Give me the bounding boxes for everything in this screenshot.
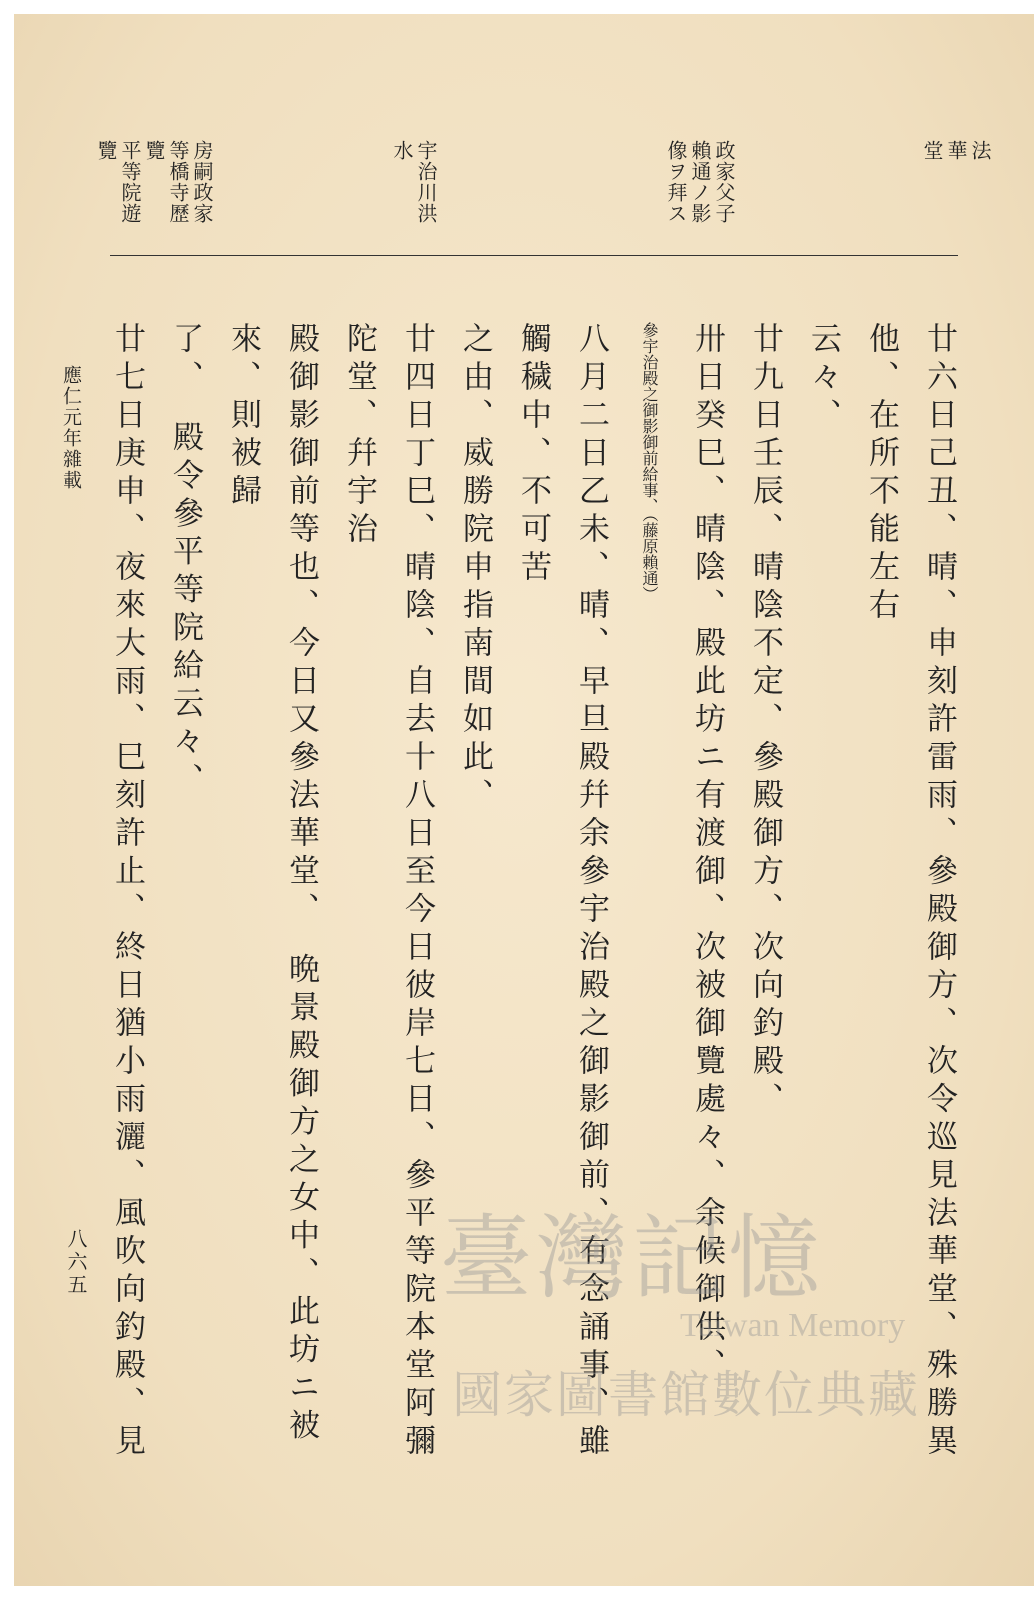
text-line-10: 廿七日庚申、夜來大雨、巳刻許止、終日猶小雨灑、風吹向釣殿、見 <box>109 322 145 1462</box>
text-line-6: 之由、威勝院申指南間如此、 <box>457 322 493 816</box>
text-line-8: 殿御影御前等也、今日又參法華堂、 晩景殿御方之女中、此坊ニ被來、則被歸 <box>225 322 319 1447</box>
text-line-3: 廿九日壬辰、晴陰不定、參殿御方、次向釣殿、 <box>747 322 783 1120</box>
watermark-library: 國家圖書館數位典藏 <box>452 1366 920 1424</box>
running-title: 應仁元年雜載 <box>60 365 82 491</box>
headnote-portrait: 政家父子 賴通ノ影 像ヲ拜ス <box>664 140 736 224</box>
page-number: 八六五 <box>64 1228 88 1297</box>
headnote-flood: 宇治川洪 水 <box>390 140 438 224</box>
headnote-tour: 房嗣政家 等橋寺歷 覽 平等院遊 覽 <box>94 140 214 224</box>
watermark-chinese: 臺灣記憶 <box>440 1205 825 1312</box>
main-text <box>98 322 968 1462</box>
headnotes-strip <box>90 140 992 250</box>
text-line-4: 卅日癸巳、晴陰、殿此坊ニ有渡御、次被御覽處々、余候御供、 <box>689 322 725 1386</box>
text-line-7: 廿四日丁巳、晴陰、自去十八日至今日彼岸七日、參平等院本堂阿彌陀堂、幷宇治 <box>341 322 435 1462</box>
watermark-english: Taiwan Memory <box>680 1307 906 1344</box>
text-line-1: 廿六日己丑、晴、申刻許雷雨、參殿御方、次令巡見法華堂、殊勝異他、在所不能左右 <box>863 322 957 1462</box>
headnote-hokkedo: 法 華 堂 <box>920 140 992 161</box>
interlinear-note: 參宇治殿之御影御前給事、（藤原賴通） <box>640 322 659 602</box>
text-line-4-note <box>620 322 678 1462</box>
text-line-2: 云々、 <box>805 322 841 436</box>
text-line-9: 了、 殿令參平等院給云々、 <box>167 322 203 801</box>
header-rule <box>110 255 958 256</box>
text-line-5: 八月二日乙未、晴、早旦殿幷余參宇治殿之御影御前、有念誦事、雖觸穢中、不可苦 <box>515 322 609 1462</box>
